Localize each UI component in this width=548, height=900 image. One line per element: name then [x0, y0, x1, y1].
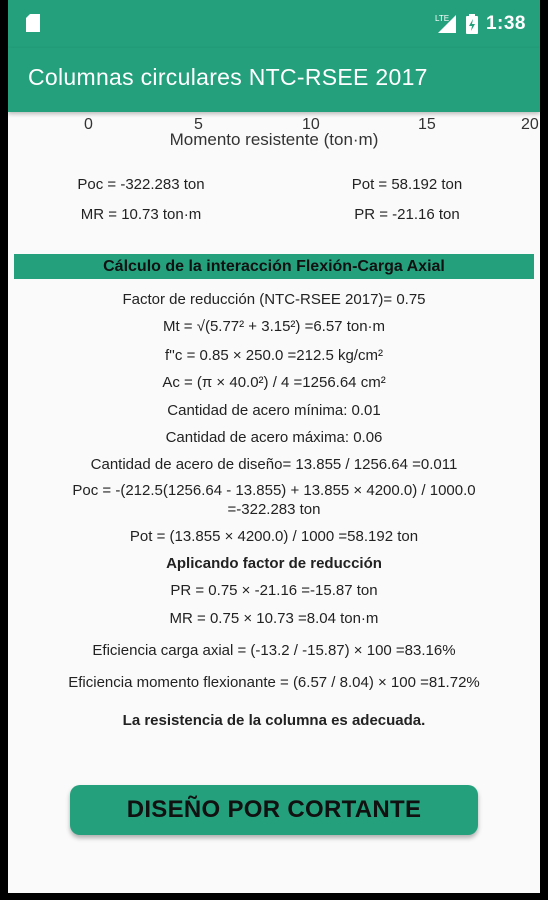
acero-min-line: Cantidad de acero mínima: 0.01 — [167, 402, 381, 419]
pr-result: PR = -21.16 ton — [354, 206, 460, 223]
acero-diseno-line: Cantidad de acero de diseño= 13.855 / 1256.64 =0.011 — [90, 456, 458, 473]
x-tick-label: 0 — [84, 116, 93, 133]
shear-design-button[interactable]: DISEÑO POR CORTANTE — [70, 785, 478, 835]
acero-max-line: Cantidad de acero máxima: 0.06 — [165, 429, 383, 446]
app-bar — [8, 48, 540, 112]
mr-formula-line: MR = 0.75 × 10.73 =8.04 ton·m — [169, 610, 379, 627]
poc-result: Poc = -322.283 ton — [77, 176, 205, 193]
x-tick-label: 15 — [418, 116, 436, 133]
factor-line: Factor de reducción (NTC-RSEE 2017)= 0.75 — [122, 291, 426, 308]
axial-efficiency-line: Eficiencia carga axial = (-13.2 / -15.87) × 100 =83.16% — [92, 642, 456, 659]
clock: 1:38 — [485, 13, 526, 34]
pot-result: Pot = 58.192 ton — [351, 176, 463, 193]
results-scroll-view[interactable] — [8, 112, 540, 893]
x-tick-label: 20 — [521, 116, 539, 133]
mr-result: MR = 10.73 ton·m — [80, 206, 202, 223]
screen — [8, 0, 540, 893]
status-bar — [8, 0, 540, 48]
mt-line: Mt = √(5.77² + 3.15²) =6.57 ton·m — [162, 318, 386, 335]
sd-card-icon — [26, 14, 40, 32]
moment-efficiency-line: Eficiencia momento flexionante = (6.57 / 8.04) × 100 =81.72% — [68, 674, 480, 691]
status-icons — [434, 12, 526, 36]
signal-icon — [434, 13, 458, 35]
network-type-label: LTE — [434, 14, 450, 23]
poc-formula-result: =-322.283 ton — [227, 501, 321, 518]
pr-formula-line: PR = 0.75 × -21.16 =-15.87 ton — [170, 582, 378, 599]
x-tick-label: 10 — [302, 116, 320, 133]
x-tick-label: 5 — [194, 116, 203, 133]
fc-line: f''c = 0.85 × 250.0 =212.5 kg/cm² — [165, 347, 383, 364]
pot-formula-line: Pot = (13.855 × 4200.0) / 1000 =58.192 ton — [129, 528, 419, 545]
x-axis-label: Momento resistente (ton·m) — [169, 130, 379, 149]
reduction-subtitle: Aplicando factor de reducción — [166, 555, 382, 572]
poc-formula-line: Poc = -(212.5(1256.64 - 13.855) + 13.855 × 4200.0) / 1000.0 — [72, 482, 476, 499]
section-header: Cálculo de la interacción Flexión-Carga Axial — [14, 254, 534, 279]
conclusion-text: La resistencia de la columna es adecuada. — [122, 712, 426, 729]
ac-line: Ac = (π × 40.0²) / 4 =1256.64 cm² — [162, 374, 386, 391]
app-title: Columnas circulares NTC-RSEE 2017 — [28, 64, 428, 90]
battery-charging-icon — [466, 14, 478, 34]
